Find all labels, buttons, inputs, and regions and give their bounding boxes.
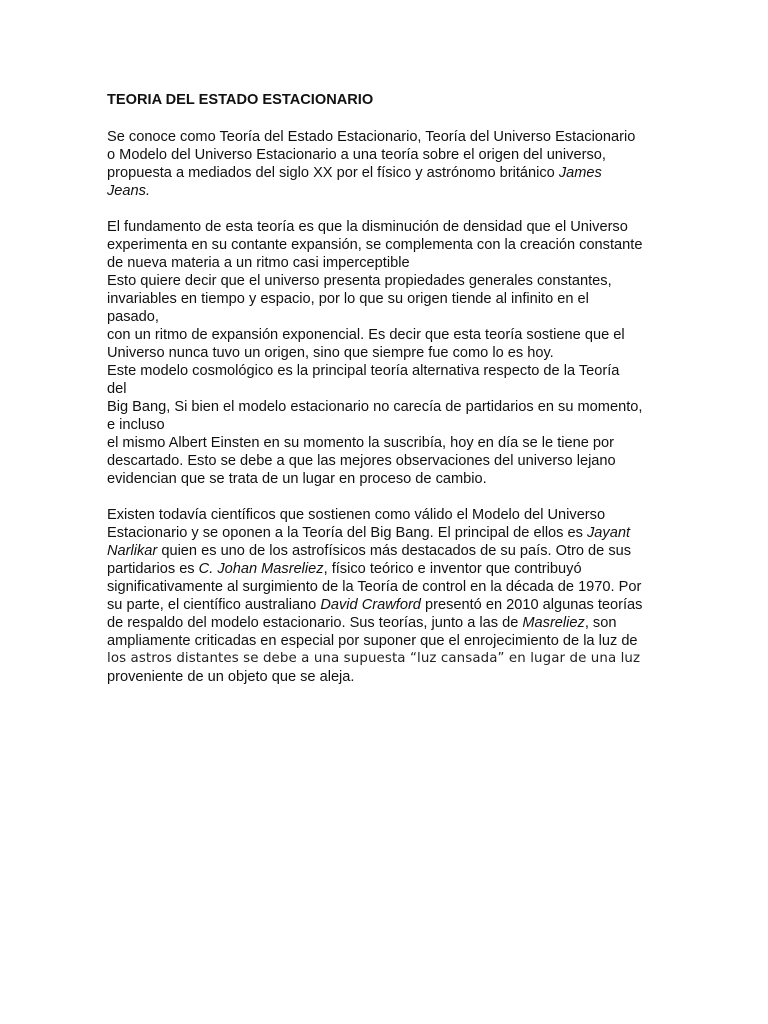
text-line: del [107,381,127,397]
text-line: los astros distantes se debe a una supuesta “luz cansada” en lugar de una luz [107,651,641,666]
paragraph-intro [107,128,667,200]
text-line: Big Bang, Si bien el modelo estacionario no carecía de partidarios en su momento, [107,399,643,415]
text-line [107,560,667,578]
italic-name: James [558,165,602,181]
text-line: con un ritmo de expansión exponencial. Es decir que esta teoría sostiene que el [107,327,625,343]
text-line [107,596,667,614]
text-run: propuesta a mediados del siglo XX por el físico y astrónomo británico [107,165,559,181]
text-line: Este modelo cosmológico es la principal teoría alternativa respecto de la Teoría [107,363,620,379]
paragraph-fundamento [107,218,667,488]
text-run: su parte, el científico australiano [107,597,321,613]
italic-name: Jayant [587,525,630,541]
text-line: ampliamente criticadas en especial por suponer que el enrojecimiento de la luz de [107,633,638,649]
text-run: presentó en 2010 algunas teorías [420,597,643,613]
text-line: o Modelo del Universo Estacionario a una teoría sobre el origen del universo, [107,147,606,163]
text-line: El fundamento de esta teoría es que la disminución de densidad que el Universo [107,219,628,235]
text-line [107,614,667,632]
italic-name: Jeans. [107,183,150,199]
text-line: Existen todavía científicos que sostienen como válido el Modelo del Universo [107,507,606,523]
text-run: quien es uno de los astrofísicos más destacados de su país. Otro de sus [157,543,632,559]
text-run: de respaldo del modelo estacionario. Sus teorías, junto a las de [107,615,523,631]
italic-name: Masreliez [522,615,585,631]
text-line: de nueva materia a un ritmo casi imperceptible [107,255,410,271]
text-line: invariables en tiempo y espacio, por lo que su origen tiende al infinito en el [107,291,589,307]
italic-name: C. Johan Masreliez [198,561,324,577]
text-line: proveniente de un objeto que se aleja. [107,669,355,685]
text-line [107,524,667,542]
text-line: el mismo Albert Einsten en su momento la suscribía, hoy en día se le tiene por [107,435,614,451]
text-line: evidencian que se trata de un lugar en proceso de cambio. [107,471,487,487]
text-line [107,542,667,560]
paragraph-cientificos [107,506,667,686]
text-line: experimenta en su contante expansión, se complementa con la creación constante [107,237,643,253]
text-run: , son [584,615,617,631]
text-line: e incluso [107,417,165,433]
italic-name: David Crawford [320,597,421,613]
text-line: significativamente al surgimiento de la Teoría de control en la década de 1970. Por [107,579,642,595]
text-line: Universo nunca tuvo un origen, sino que siempre fue como lo es hoy. [107,345,554,361]
text-run: , físico teórico e inventor que contribuyó [323,561,582,577]
text-run: partidarios es [107,561,199,577]
text-line: Esto quiere decir que el universo presenta propiedades generales constantes, [107,273,612,289]
document-body [107,90,667,704]
text-line: pasado, [107,309,159,325]
italic-name: Narlikar [107,543,158,559]
text-line: Se conoce como Teoría del Estado Estacionario, Teoría del Universo Estacionario [107,129,636,145]
text-run: Estacionario y se oponen a la Teoría del Big Bang. El principal de ellos es [107,525,587,541]
text-line [107,164,667,182]
text-line: descartado. Esto se debe a que las mejores observaciones del universo lejano [107,453,616,469]
document-title: TEORIA DEL ESTADO ESTACIONARIO [107,92,374,108]
